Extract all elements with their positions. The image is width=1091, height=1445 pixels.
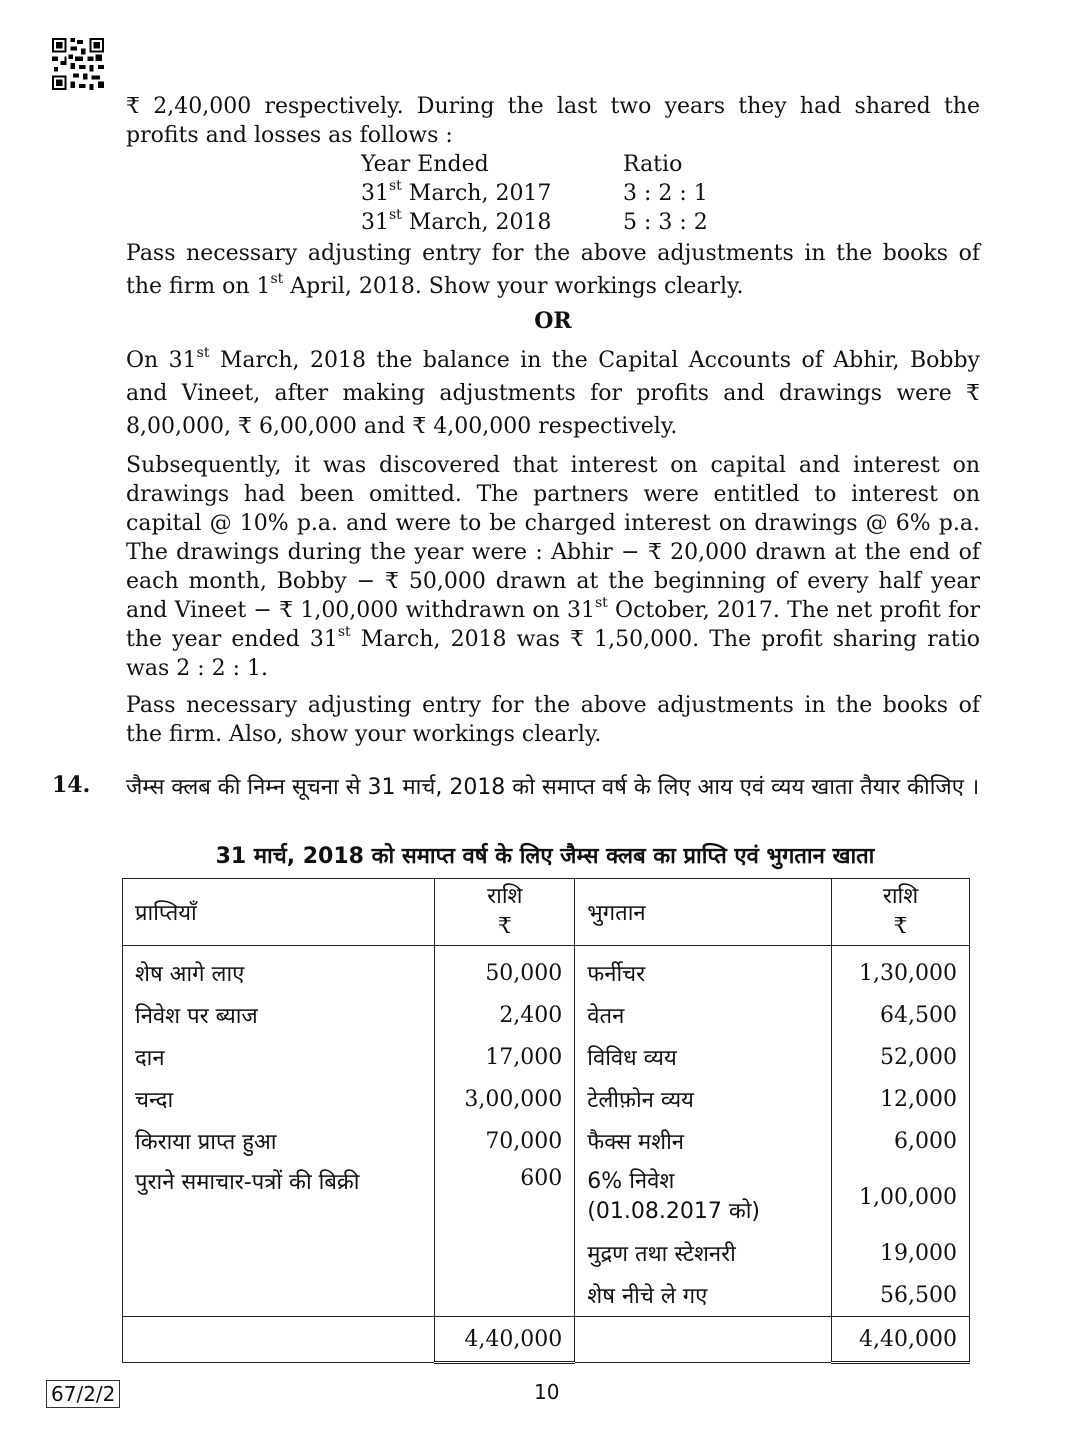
ratio-value: 5 : 3 : 2 [623,210,708,235]
intro-line: ₹ 2,40,000 respectively. During the last two years they had shared the profits and losses as follows : [126,94,980,148]
payment-item: फैक्स मशीन [575,1120,832,1162]
table-row [123,946,970,995]
qr-code [52,38,104,90]
total-payments: 4,40,000 [832,1317,970,1363]
payments-header: भुगतान [575,879,832,946]
paper-code: 67/2/2 [46,1380,120,1408]
question-number: 14. [52,772,91,798]
receipt-amount [435,1232,575,1274]
pass-entry-instruction: Pass necessary adjusting entry for the above adjustments in the books of the firm on 1st April, 2018. Show your workings clearly. [126,241,980,299]
receipt-amount: 17,000 [435,1036,575,1078]
alt-paragraph-3: Pass necessary adjusting entry for the above adjustments in the books of the firm. Also, show your workings clearly. [126,693,980,747]
table-row [123,994,970,1036]
ratio-row [361,208,708,237]
year-ended-header: Year Ended [361,152,489,177]
table-row [123,1120,970,1162]
alt-paragraph-2: Subsequently, it was discovered that interest on capital and interest on drawings had been omitted. The partners were entitled to interest on capital @ 10% p.a. and were to be charged interest on drawings @ 6% p.a. The drawings during the year were : Abhir − ₹ 20,000 drawn at the end of each month, Bobby − ₹ 50,000 drawn at the beginning of every half year and Vineet − ₹ 1,00,000 withdrawn on 31st October, 2017. The net profit for the year ended 31st March, 2018 was ₹ 1,50,000. The profit sharing ratio was 2 : 2 : 1. [126,453,980,681]
ratio-row [361,179,708,208]
receipt-item [123,1274,435,1317]
ratio-value: 3 : 2 : 1 [623,181,708,206]
payment-amount: 1,00,000 [832,1162,970,1232]
payment-item: विविध व्यय [575,1036,832,1078]
table-row [123,1274,970,1317]
total-receipts: 4,40,000 [435,1317,575,1363]
amount-header: राशि ₹ [832,879,970,946]
receipt-item: पुराने समाचार-पत्रों की बिक्री [123,1162,435,1232]
ratio-header [361,150,708,179]
payment-amount: 56,500 [832,1274,970,1317]
ratio-table [361,150,708,237]
receipt-amount: 50,000 [435,946,575,995]
receipt-amount: 3,00,000 [435,1078,575,1120]
receipt-item: चन्दा [123,1078,435,1120]
payment-item: मुद्रण तथा स्टेशनरी [575,1232,832,1274]
payment-amount: 6,000 [832,1120,970,1162]
total-blank [123,1317,435,1363]
question-14-text: जैम्स क्लब की निम्न सूचना से 31 मार्च, 2018 को समाप्त वर्ष के लिए आय एवं व्यय खाता तैयार कीजिए । [126,775,980,800]
receipt-item: दान [123,1036,435,1078]
receipt-amount: 600 [435,1162,575,1232]
ratio-header-label: Ratio [623,152,683,177]
page-number: 10 [534,1380,560,1404]
payment-amount: 64,500 [832,994,970,1036]
payment-item: फर्नीचर [575,946,832,995]
total-blank [575,1317,832,1363]
or-separator: OR [534,308,572,334]
payment-amount: 1,30,000 [832,946,970,995]
payment-amount: 52,000 [832,1036,970,1078]
receipt-item [123,1232,435,1274]
receipt-amount: 2,400 [435,994,575,1036]
receipt-amount: 70,000 [435,1120,575,1162]
receipt-amount [435,1274,575,1317]
amount-header: राशि ₹ [435,879,575,946]
table-row [123,1036,970,1078]
payment-amount: 19,000 [832,1232,970,1274]
ratio-year: 31st March, 2018 [361,206,552,235]
alt-paragraph-1: On 31st March, 2018 the balance in the Capital Accounts of Abhir, Bobby and Vineet, after making adjustments for profits and drawings were ₹ 8,00,000, ₹ 6,00,000 and ₹ 4,00,000 respectively. [126,344,980,439]
receipt-item: किराया प्राप्त हुआ [123,1120,435,1162]
payment-item: 6% निवेश (01.08.2017 को) [575,1162,832,1232]
account-title: 31 मार्च, 2018 को समाप्त वर्ष के लिए जैम्स क्लब का प्राप्ति एवं भुगतान खाता [215,844,875,869]
receipts-payments-table [122,878,970,1364]
ratio-year: 31st March, 2017 [361,177,552,206]
table-row [123,1232,970,1274]
payment-item: शेष नीचे ले गए [575,1274,832,1317]
total-row [123,1317,970,1363]
payment-amount: 12,000 [832,1078,970,1120]
table-row [123,1078,970,1120]
table-row [123,1162,970,1232]
payment-item: वेतन [575,994,832,1036]
table-header-row [123,879,970,946]
question-13-continued [126,92,980,749]
receipt-item: निवेश पर ब्याज [123,994,435,1036]
payment-item: टेलीफ़ोन व्यय [575,1078,832,1120]
receipts-header: प्राप्तियाँ [123,879,435,946]
receipt-item: शेष आगे लाए [123,946,435,995]
